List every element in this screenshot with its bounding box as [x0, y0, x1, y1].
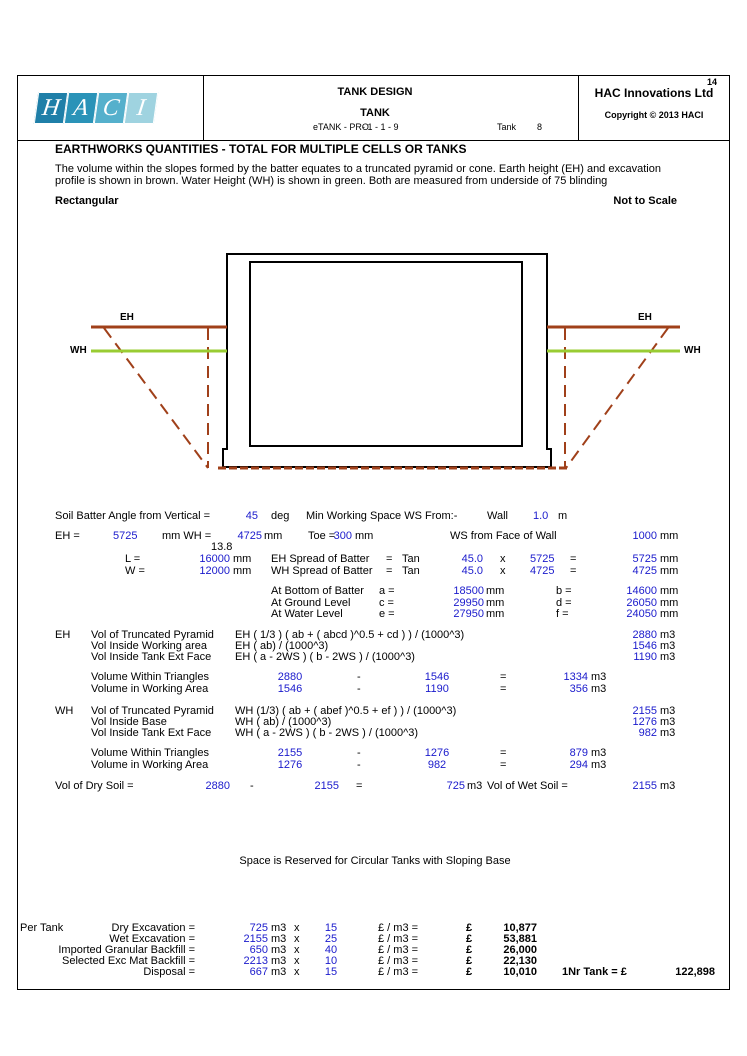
- level-key: f =: [556, 608, 569, 620]
- minus: -: [250, 780, 254, 792]
- wh-value: 4725: [530, 565, 555, 577]
- eh-label-right: EH: [638, 312, 652, 323]
- level-label: At Bottom of Batter: [271, 585, 364, 597]
- program-name: eTANK - PRO: [313, 122, 369, 132]
- logo-letter: H: [34, 92, 68, 124]
- diff-b: 1190: [425, 682, 449, 695]
- tank-section-diagram: [0, 0, 747, 500]
- pound-sign: £: [466, 966, 473, 978]
- minus: -: [357, 747, 361, 759]
- level-key: d =: [556, 596, 572, 609]
- m3-unit: m3: [271, 944, 287, 956]
- total-label: 1Nr Tank = £: [562, 966, 627, 978]
- total-value: 122,898: [675, 966, 715, 978]
- intro-line: The volume within the slopes formed by the batter equates to a truncated pyramid or cone. Earth height (EH) and excavation: [55, 163, 661, 175]
- mm-unit: mm: [660, 530, 679, 542]
- volume-label: Vol of Truncated Pyramid: [91, 629, 214, 641]
- m3-unit: m3: [660, 640, 676, 652]
- m3-unit: m3: [660, 629, 676, 641]
- diff-result: 294: [569, 758, 588, 771]
- eh-spread-label: EH Spread of Batter: [271, 553, 370, 565]
- diff-b: 1546: [424, 671, 450, 683]
- dry-a: 2880: [205, 780, 230, 792]
- level-key: a =: [379, 585, 395, 597]
- w-label: W =: [125, 565, 145, 577]
- copyright: Copyright © 2013 HACI: [604, 110, 704, 120]
- m3-unit: m3: [660, 780, 676, 792]
- equals: =: [500, 758, 507, 771]
- times: x: [294, 966, 300, 978]
- doc-subtitle: TANK: [360, 107, 390, 119]
- diff-a: 2880: [277, 671, 303, 683]
- level-value: 18500: [453, 585, 484, 597]
- diff-result: 1334: [563, 671, 588, 683]
- cost-qty: 2155: [243, 933, 268, 945]
- ws-value: 1.0: [533, 510, 549, 522]
- mm-unit: mm: [660, 585, 679, 597]
- tan-label: Tan: [402, 565, 420, 577]
- cost-amount: 10,877: [503, 922, 537, 934]
- wet-soil-label: Vol of Wet Soil =: [487, 780, 568, 792]
- cost-rate: 25: [324, 933, 338, 945]
- volume-value: 2155: [632, 705, 657, 717]
- cost-amount: 10,010: [503, 966, 537, 978]
- wall-label: Wall: [487, 510, 508, 522]
- mm-unit: mm: [486, 585, 505, 597]
- tan-label: Tan: [402, 553, 420, 565]
- cost-rate: 15: [324, 966, 338, 978]
- level-key: e =: [379, 608, 395, 620]
- volume-formula: WH ( ab) / (1000^3): [235, 716, 332, 728]
- m3-unit: m3: [660, 651, 676, 663]
- minus: -: [357, 682, 361, 695]
- m3-unit: m3: [271, 955, 287, 967]
- times: x: [294, 944, 300, 956]
- logo-letter: I: [124, 92, 158, 124]
- volume-value: 1546: [632, 640, 657, 652]
- page-number: 14: [707, 77, 718, 87]
- wh-label: mm WH =: [162, 530, 212, 542]
- cost-amount: 53,881: [503, 933, 537, 945]
- logo-letter: C: [94, 92, 128, 124]
- ratio-value: 13.8: [211, 541, 233, 553]
- cost-label: Disposal =: [143, 966, 195, 978]
- section-tag: WH: [55, 705, 74, 717]
- ws-face-value: 1000: [632, 530, 657, 542]
- mm-unit: mm: [660, 596, 679, 609]
- frame-bottom: [17, 989, 730, 990]
- reserved-note: Space is Reserved for Circular Tanks with Sloping Base: [239, 855, 511, 867]
- w-value: 12000: [199, 565, 230, 577]
- m-unit: m: [558, 510, 568, 522]
- cost-qty: 725: [249, 922, 268, 934]
- per-tank-label: Per Tank: [20, 922, 64, 934]
- equals: =: [570, 565, 577, 577]
- dry-soil-value: 725: [446, 780, 465, 792]
- level-value: 27950: [453, 608, 484, 620]
- m3-unit: m3: [591, 671, 607, 683]
- mm-unit: mm: [660, 553, 679, 565]
- pound-sign: £: [466, 922, 473, 934]
- ws-face-label: WS from Face of Wall: [450, 530, 557, 542]
- level-value: 26050: [626, 596, 657, 609]
- eh-value: 5725: [113, 530, 138, 542]
- intro-line: profile is shown in brown. Water Height (WH) is shown in green. Both are measured from underside of 75 blinding: [55, 175, 608, 187]
- cost-rate: 10: [324, 955, 338, 967]
- diff-b: 1276: [424, 747, 450, 759]
- volume-value: 982: [638, 727, 657, 739]
- volume-value: 2880: [632, 629, 657, 641]
- minus: -: [357, 758, 361, 771]
- times: x: [294, 922, 300, 934]
- level-key: c =: [379, 596, 394, 609]
- m3-unit: m3: [467, 780, 483, 792]
- tank-outline: [223, 254, 551, 467]
- wh-spread-value: 4725: [632, 565, 657, 577]
- cost-label: Dry Excavation =: [111, 922, 195, 934]
- diff-result: 356: [569, 682, 588, 695]
- volume-formula: WH (1/3) ( ab + ( abef )^0.5 + ef ) ) / (1000^3): [235, 705, 457, 717]
- volume-label: Vol Inside Working area: [91, 640, 207, 652]
- eh-value: 5725: [530, 553, 555, 565]
- m3-unit: m3: [660, 727, 676, 739]
- equals: =: [500, 747, 507, 759]
- angle-value: 45.0: [461, 565, 483, 577]
- wh-label-left: WH: [70, 345, 87, 356]
- m3-unit: m3: [591, 758, 607, 771]
- m3-unit: m3: [660, 705, 676, 717]
- minus: -: [357, 671, 361, 683]
- wh-spread-label: WH Spread of Batter: [271, 565, 373, 577]
- times: x: [294, 955, 300, 967]
- pound-sign: £: [466, 933, 473, 945]
- m3-unit: m3: [591, 682, 607, 695]
- program-version: - 1 - 1 - 9: [362, 122, 399, 132]
- volume-label: Vol Inside Tank Ext Face: [91, 727, 212, 739]
- company-name: HAC Innovations Ltd: [594, 86, 714, 100]
- rate-unit: £ / m3 =: [378, 955, 419, 967]
- m3-unit: m3: [271, 966, 287, 978]
- rate-unit: £ / m3 =: [378, 966, 419, 978]
- m3-unit: m3: [591, 747, 607, 759]
- diff-label: Volume Within Triangles: [91, 671, 209, 683]
- cost-rate: 15: [324, 922, 338, 934]
- wh-label-right: WH: [684, 345, 701, 356]
- diff-result: 879: [569, 747, 588, 759]
- volume-value: 1190: [633, 651, 657, 663]
- mm-unit: mm: [233, 553, 252, 565]
- cost-rate: 40: [324, 944, 338, 956]
- level-label: At Water Level: [271, 608, 343, 620]
- diff-a: 1546: [277, 682, 303, 695]
- deg-unit: deg: [271, 510, 290, 522]
- level-label: At Ground Level: [271, 596, 351, 609]
- eh-label: EH =: [55, 530, 80, 542]
- times: x: [500, 553, 506, 565]
- volume-value: 1276: [632, 716, 657, 728]
- m3-unit: m3: [271, 933, 287, 945]
- rate-unit: £ / m3 =: [378, 944, 419, 956]
- mm-unit: mm: [264, 530, 283, 542]
- m3-unit: m3: [271, 922, 287, 934]
- level-value: 29950: [453, 596, 484, 609]
- mm-unit: mm: [486, 608, 505, 620]
- cost-amount: 26,000: [503, 944, 537, 956]
- toe-label: Toe =: [308, 530, 336, 542]
- diff-label: Volume in Working Area: [91, 758, 209, 771]
- volume-formula: EH ( ab) / (1000^3): [235, 640, 329, 652]
- equals: =: [570, 553, 577, 565]
- doc-title: TANK DESIGN: [337, 86, 413, 98]
- cost-qty: 650: [249, 944, 268, 956]
- diff-b: 982: [427, 758, 447, 771]
- cost-label: Selected Exc Mat Backfill =: [62, 955, 195, 967]
- rate-unit: £ / m3 =: [378, 922, 419, 934]
- mm-unit: mm: [660, 565, 679, 577]
- pound-sign: £: [466, 955, 473, 967]
- mm-unit: mm: [486, 596, 505, 609]
- pound-sign: £: [466, 944, 473, 956]
- volume-label: Vol of Truncated Pyramid: [91, 705, 214, 717]
- l-label: L =: [125, 553, 141, 565]
- section-tag: EH: [55, 629, 71, 641]
- cost-label: Imported Granular Backfill =: [58, 944, 195, 956]
- toe-value: 300: [333, 530, 352, 542]
- tank-number: 8: [537, 122, 543, 132]
- volume-formula: EH ( 1/3 ) ( ab + ( abcd )^0.5 + cd ) ) / (1000^3): [235, 629, 465, 641]
- volume-label: Vol Inside Base: [91, 716, 167, 728]
- l-value: 16000: [199, 553, 230, 565]
- equals: =: [386, 553, 393, 565]
- times: x: [294, 933, 300, 945]
- angle-value: 45.0: [461, 553, 483, 565]
- scale-note: Not to Scale: [613, 195, 677, 207]
- level-key: b =: [556, 585, 572, 597]
- m3-unit: m3: [660, 716, 676, 728]
- diff-a: 1276: [277, 758, 303, 771]
- diff-a: 2155: [277, 747, 303, 759]
- batter-angle: 45: [245, 510, 258, 522]
- batter-label: Soil Batter Angle from Vertical =: [55, 510, 210, 522]
- mm-unit: mm: [660, 608, 679, 620]
- dry-b: 2155: [314, 780, 339, 792]
- mm-unit: mm: [233, 565, 252, 577]
- level-value: 14600: [626, 585, 657, 597]
- times: x: [500, 565, 506, 577]
- section-heading: EARTHWORKS QUANTITIES - TOTAL FOR MULTIPLE CELLS OR TANKS: [55, 142, 467, 156]
- dry-soil-label: Vol of Dry Soil =: [55, 780, 134, 792]
- ws-label: Min Working Space WS From:-: [306, 510, 458, 522]
- equals: =: [500, 682, 507, 695]
- volume-formula: WH ( a - 2WS ) ( b - 2WS ) / (1000^3): [235, 727, 419, 739]
- wet-soil-value: 2155: [632, 780, 657, 792]
- eh-label-left: EH: [120, 312, 134, 323]
- rate-unit: £ / m3 =: [378, 933, 419, 945]
- level-value: 24050: [626, 608, 657, 620]
- diff-label: Volume Within Triangles: [91, 747, 209, 759]
- cost-qty: 667: [249, 966, 268, 978]
- equals: =: [386, 565, 393, 577]
- volume-label: Vol Inside Tank Ext Face: [91, 651, 212, 663]
- wh-value: 4725: [237, 530, 262, 542]
- cost-amount: 22,130: [503, 955, 537, 967]
- equals: =: [500, 671, 507, 683]
- tank-label: Tank: [497, 122, 517, 132]
- equals: =: [356, 780, 363, 792]
- shape-label: Rectangular: [55, 195, 119, 207]
- diff-label: Volume in Working Area: [91, 682, 209, 695]
- logo-letter: A: [64, 92, 98, 124]
- volume-formula: EH ( a - 2WS ) ( b - 2WS ) / (1000^3): [235, 651, 415, 663]
- eh-spread-value: 5725: [632, 553, 657, 565]
- cost-qty: 2213: [243, 955, 268, 967]
- mm-unit: mm: [355, 530, 374, 542]
- cost-label: Wet Excavation =: [109, 933, 195, 945]
